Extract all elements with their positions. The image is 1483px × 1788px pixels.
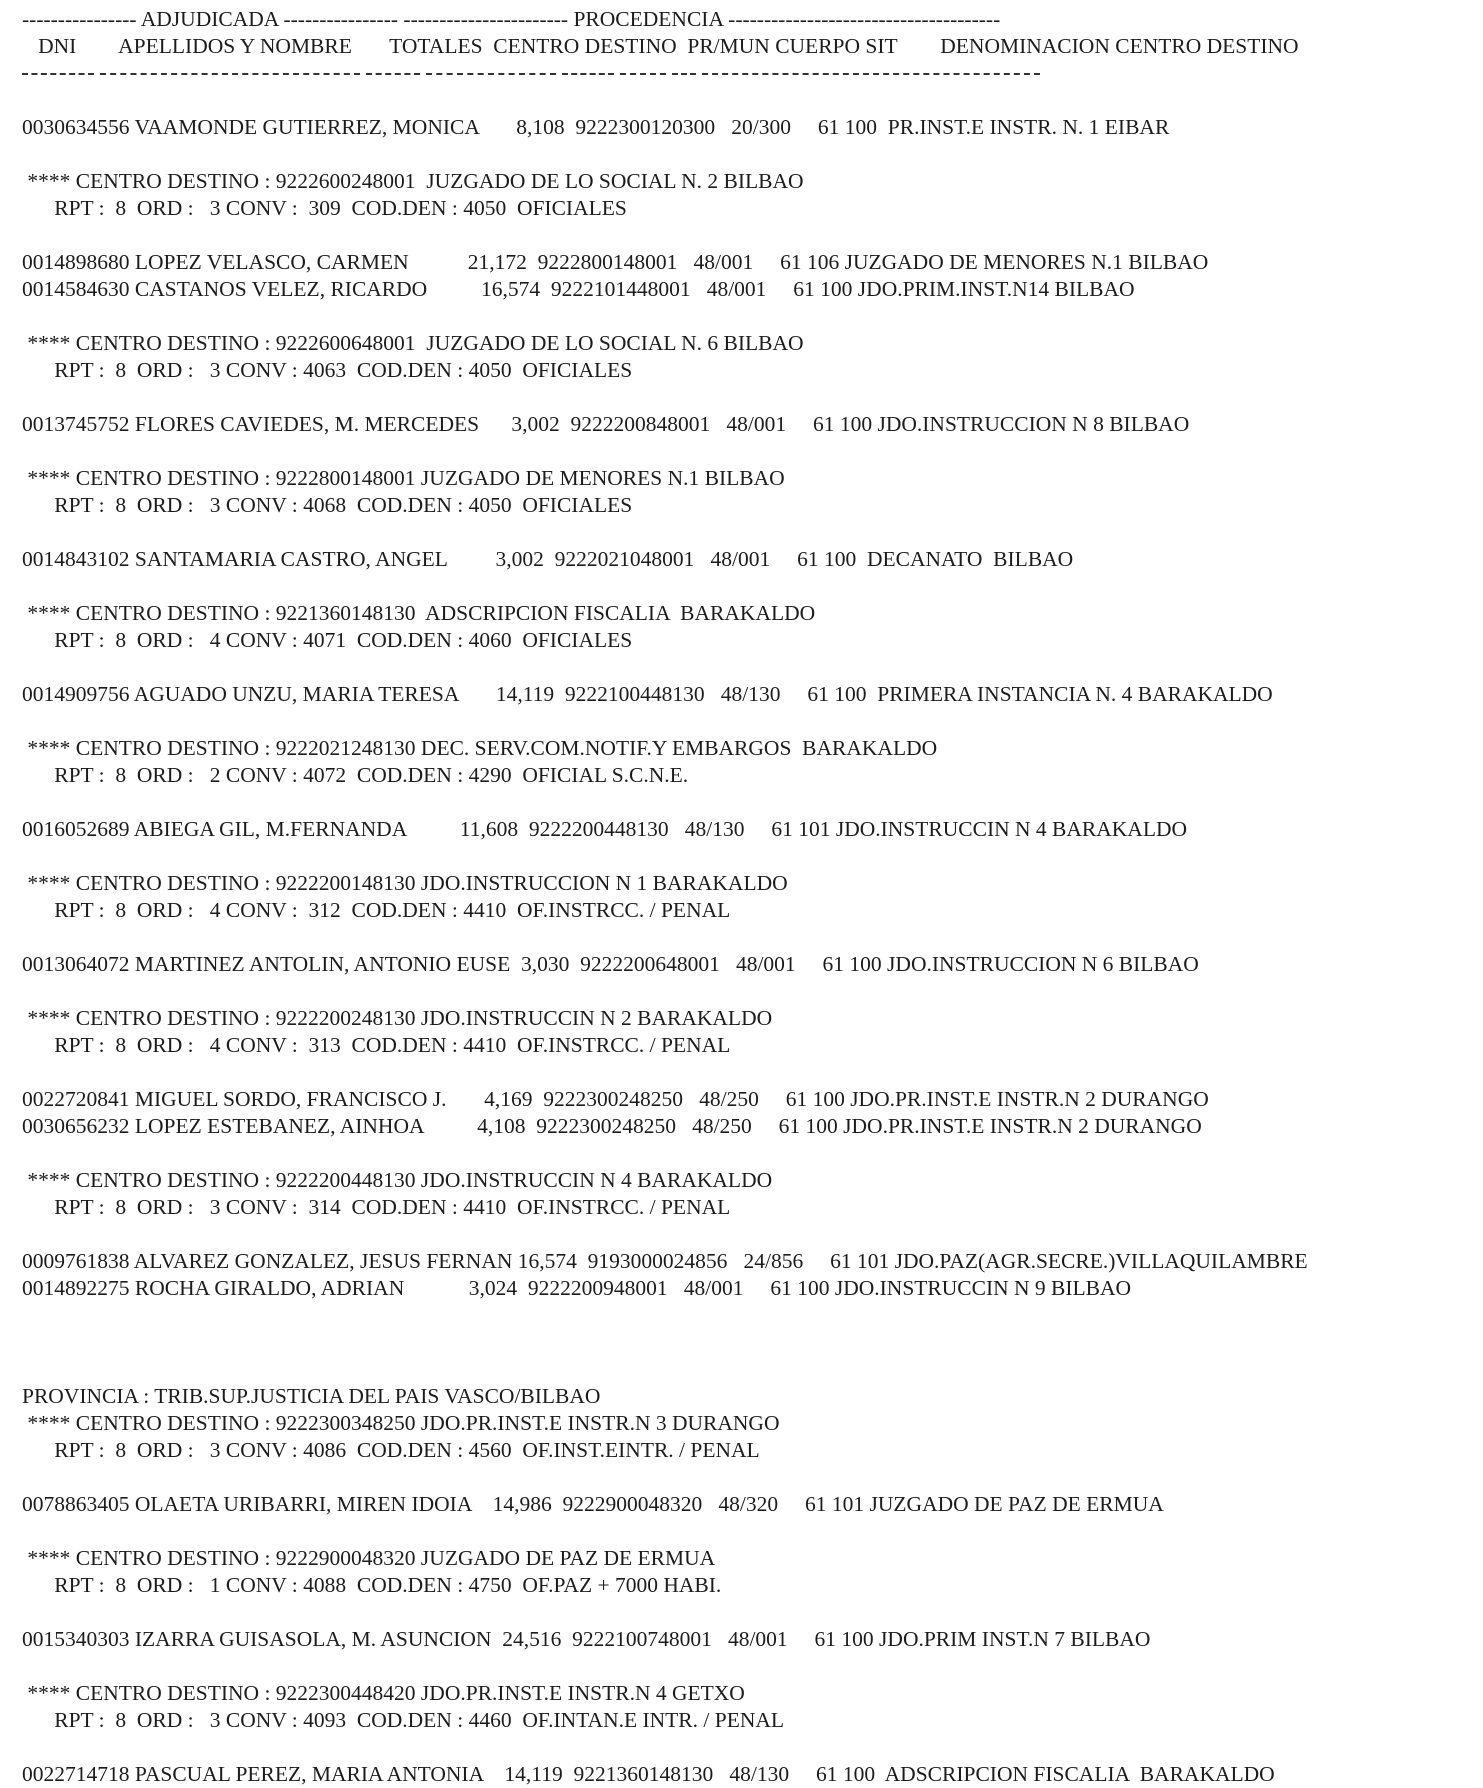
rpt-line: RPT : 8 ORD : 4 CONV : 313 COD.DEN : 4410 OF.INSTRCC. / PENAL — [22, 1033, 731, 1057]
centro-destino-line: **** CENTRO DESTINO : 9221360148130 ADSCRIPCION FISCALIA BARAKALDO — [22, 601, 816, 625]
record-line: 0078863405 OLAETA URIBARRI, MIREN IDOIA 14,986 9222900048320 48/320 61 101 JUZGADO DE PAZ DE ERMUA — [22, 1492, 1164, 1516]
report-document — [22, 6, 1477, 1788]
rpt-line: RPT : 8 ORD : 3 CONV : 4068 COD.DEN : 4050 OFICIALES — [22, 493, 633, 517]
record-line: 0009761838 ALVAREZ GONZALEZ, JESUS FERNAN 16,574 9193000024856 24/856 61 101 JDO.PAZ(AGR.SECRE.)VILLAQUILAMBRE — [22, 1249, 1308, 1273]
blank-line — [22, 1302, 1477, 1329]
blank-line — [22, 1356, 1477, 1383]
report-body — [22, 87, 1477, 1788]
header-separator — [22, 60, 1477, 87]
record-line: 0014584630 CASTANOS VELEZ, RICARDO 16,574 9222101448001 48/001 61 100 JDO.PRIM.INST.N14 BILBAO — [22, 277, 1135, 301]
centro-destino-line: **** CENTRO DESTINO : 9222300448420 JDO.PR.INST.E INSTR.N 4 GETXO — [22, 1681, 745, 1705]
blank-line — [22, 222, 1477, 249]
header-columns-line: DNI APELLIDOS Y NOMBRE TOTALES CENTRO DESTINO PR/MUN CUERPO SIT DENOMINACION CENTRO DESTINO — [22, 34, 1299, 58]
centro-destino-line: **** CENTRO DESTINO : 9222021248130 DEC. SERV.COM.NOTIF.Y EMBARGOS BARAKALDO — [22, 736, 938, 760]
blank-line — [22, 708, 1477, 735]
record-line: 0014892275 ROCHA GIRALDO, ADRIAN 3,024 9222200948001 48/001 61 100 JDO.INSTRUCCIN N 9 BILBAO — [22, 1276, 1132, 1300]
record-line: 0016052689 ABIEGA GIL, M.FERNANDA 11,608 9222200448130 48/130 61 101 JDO.INSTRUCCIN N 4 BARAKALDO — [22, 817, 1188, 841]
centro-destino-line: **** CENTRO DESTINO : 9222600648001 JUZGADO DE LO SOCIAL N. 6 BILBAO — [22, 331, 804, 355]
centro-destino-line: **** CENTRO DESTINO : 9222200248130 JDO.INSTRUCCIN N 2 BARAKALDO — [22, 1006, 773, 1030]
centro-destino-line: **** CENTRO DESTINO : 9222600248001 JUZGADO DE LO SOCIAL N. 2 BILBAO — [22, 169, 804, 193]
provincia-line: PROVINCIA : TRIB.SUP.JUSTICIA DEL PAIS VASCO/BILBAO — [22, 1384, 601, 1408]
rpt-line: RPT : 8 ORD : 2 CONV : 4072 COD.DEN : 4290 OFICIAL S.C.N.E. — [22, 763, 689, 787]
header-group-line: ---------------- ADJUDICADA ---------------- ----------------------- PROCEDENCIA -------------------------------------- — [22, 7, 1001, 31]
blank-line — [22, 141, 1477, 168]
blank-line — [22, 1221, 1477, 1248]
record-line: 0030634556 VAAMONDE GUTIERREZ, MONICA 8,108 9222300120300 20/300 61 100 PR.INST.E INSTR. N. 1 EIBAR — [22, 115, 1170, 139]
record-line: 0013064072 MARTINEZ ANTOLIN, ANTONIO EUSE 3,030 9222200648001 48/001 61 100 JDO.INSTRUCCION N 6 BILBAO — [22, 952, 1199, 976]
blank-line — [22, 1140, 1477, 1167]
blank-line — [22, 1329, 1477, 1356]
blank-line — [22, 843, 1477, 870]
blank-line — [22, 303, 1477, 330]
record-line: 0022720841 MIGUEL SORDO, FRANCISCO J. 4,169 9222300248250 48/250 61 100 JDO.PR.INST.E INSTR.N 2 DURANGO — [22, 1087, 1209, 1111]
record-line: 0014843102 SANTAMARIA CASTRO, ANGEL 3,002 9222021048001 48/001 61 100 DECANATO BILBAO — [22, 547, 1074, 571]
blank-line — [22, 384, 1477, 411]
blank-line — [22, 1059, 1477, 1086]
rpt-line: RPT : 8 ORD : 3 CONV : 4093 COD.DEN : 4460 OF.INTAN.E INTR. / PENAL — [22, 1708, 785, 1732]
centro-destino-line: **** CENTRO DESTINO : 9222900048320 JUZGADO DE PAZ DE ERMUA — [22, 1546, 716, 1570]
blank-line — [22, 1599, 1477, 1626]
blank-line — [22, 1464, 1477, 1491]
blank-line — [22, 1653, 1477, 1680]
blank-line — [22, 87, 1477, 114]
rpt-line: RPT : 8 ORD : 1 CONV : 4088 COD.DEN : 4750 OF.PAZ + 7000 HABI. — [22, 1573, 722, 1597]
blank-line — [22, 573, 1477, 600]
record-line: 0014898680 LOPEZ VELASCO, CARMEN 21,172 9222800148001 48/001 61 106 JUZGADO DE MENORES N.1 BILBAO — [22, 250, 1209, 274]
record-line: 0014909756 AGUADO UNZU, MARIA TERESA 14,119 9222100448130 48/130 61 100 PRIMERA INSTANCIA N. 4 BARAKALDO — [22, 682, 1273, 706]
rpt-line: RPT : 8 ORD : 3 CONV : 314 COD.DEN : 4410 OF.INSTRCC. / PENAL — [22, 1195, 731, 1219]
rpt-line: RPT : 8 ORD : 4 CONV : 4071 COD.DEN : 4060 OFICIALES — [22, 628, 633, 652]
blank-line — [22, 1734, 1477, 1761]
rpt-line: RPT : 8 ORD : 3 CONV : 4063 COD.DEN : 4050 OFICIALES — [22, 358, 633, 382]
blank-line — [22, 519, 1477, 546]
record-line: 0030656232 LOPEZ ESTEBANEZ, AINHOA 4,108 9222300248250 48/250 61 100 JDO.PR.INST.E INSTR.N 2 DURANGO — [22, 1114, 1202, 1138]
rpt-line: RPT : 8 ORD : 3 CONV : 309 COD.DEN : 4050 OFICIALES — [22, 196, 627, 220]
rpt-line: RPT : 8 ORD : 3 CONV : 4086 COD.DEN : 4560 OF.INST.EINTR. / PENAL — [22, 1438, 760, 1462]
record-line: 0015340303 IZARRA GUISASOLA, M. ASUNCION 24,516 9222100748001 48/001 61 100 JDO.PRIM INST.N 7 BILBAO — [22, 1627, 1151, 1651]
record-line: 0013745752 FLORES CAVIEDES, M. MERCEDES 3,002 9222200848001 48/001 61 100 JDO.INSTRUCCION N 8 BILBAO — [22, 412, 1190, 436]
centro-destino-line: **** CENTRO DESTINO : 9222200448130 JDO.INSTRUCCIN N 4 BARAKALDO — [22, 1168, 773, 1192]
blank-line — [22, 924, 1477, 951]
blank-line — [22, 438, 1477, 465]
blank-line — [22, 654, 1477, 681]
record-line: 0022714718 PASCUAL PEREZ, MARIA ANTONIA 14,119 9221360148130 48/130 61 100 ADSCRIPCION FISCALIA BARAKALDO — [22, 1762, 1275, 1786]
rpt-line: RPT : 8 ORD : 4 CONV : 312 COD.DEN : 4410 OF.INSTRCC. / PENAL — [22, 898, 731, 922]
centro-destino-line: **** CENTRO DESTINO : 9222800148001 JUZGADO DE MENORES N.1 BILBAO — [22, 466, 785, 490]
centro-destino-line: **** CENTRO DESTINO : 9222200148130 JDO.INSTRUCCION N 1 BARAKALDO — [22, 871, 788, 895]
blank-line — [22, 1518, 1477, 1545]
blank-line — [22, 789, 1477, 816]
centro-destino-line: **** CENTRO DESTINO : 9222300348250 JDO.PR.INST.E INSTR.N 3 DURANGO — [22, 1411, 780, 1435]
blank-line — [22, 978, 1477, 1005]
